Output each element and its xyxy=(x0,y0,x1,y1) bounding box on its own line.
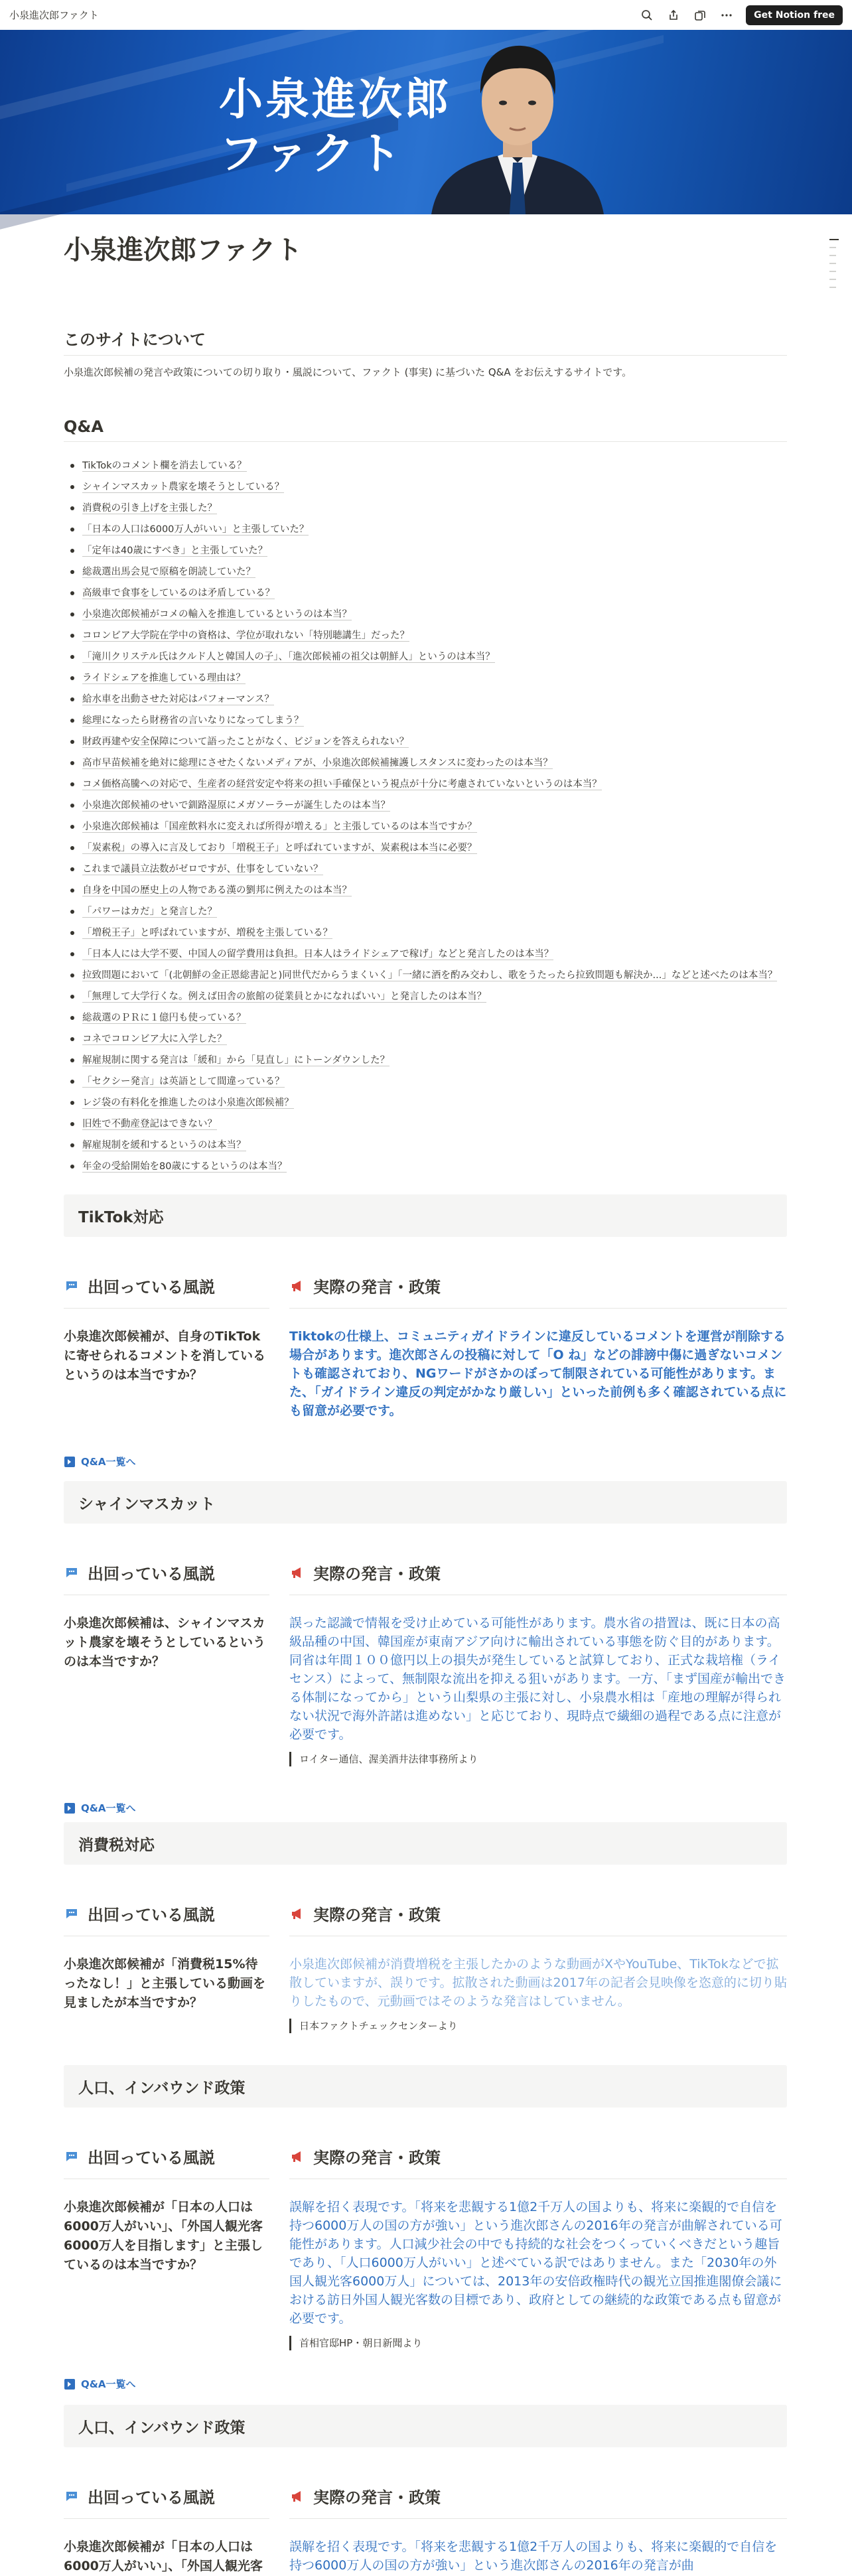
qa-link[interactable]: 解雇規制を緩和するというのは本当？ xyxy=(82,1140,246,1151)
cover-title-line2: ファクト xyxy=(219,128,404,179)
section-heading: シャインマスカット xyxy=(64,1481,787,1524)
speech-bubble-icon xyxy=(64,1278,80,1294)
cover-title xyxy=(219,72,451,181)
megaphone-icon xyxy=(289,2488,305,2504)
qa-link[interactable]: 旧姓で不動産登記はできない？ xyxy=(82,1119,217,1129)
qa-link[interactable]: 自身を中国の歴史上の人物である漢の劉邦に例えたのは本当？ xyxy=(82,885,352,896)
fact-heading xyxy=(289,1561,787,1595)
qa-list-item[interactable] xyxy=(64,944,787,965)
qa-link[interactable]: 総裁選出馬会見で原稿を朗読していた？ xyxy=(82,567,255,577)
section-columns xyxy=(64,1274,787,1420)
source-citation: 日本ファクトチェックセンターより xyxy=(289,2019,787,2033)
qa-list-item[interactable] xyxy=(64,752,787,774)
qa-link[interactable]: TikTokのコメント欄を消去している？ xyxy=(82,461,247,471)
rumor-heading-label: 出回っている風説 xyxy=(88,1906,215,1924)
fact-heading-label: 実際の発言・政策 xyxy=(313,1278,441,1297)
source-citation: 首相官邸HP・朝日新聞より xyxy=(289,2336,787,2350)
speech-bubble-icon xyxy=(64,2488,80,2504)
cover-title-line1: 小泉進次郎 xyxy=(219,74,451,125)
rumor-heading-label: 出回っている風説 xyxy=(88,2488,215,2507)
fact-text: Tiktokの仕様上、コミュニティガイドラインに違反しているコメントを運営が削除する場合があります。進次郎さんの投稿に対して「O ね」などの誹謗中傷に過ぎないコメントも確認されており、NGワードがさかのぼって制限されている可能性があります。また、「ガイドライン違反の判定がかなり厳しい」といった前例も多く確認されている点にも留意が必要です。 xyxy=(289,1329,787,1418)
qa-heading: Q&A xyxy=(64,417,787,442)
back-to-qa-label[interactable]: Q&A一覧へ xyxy=(81,1456,136,1468)
qa-list-item[interactable] xyxy=(64,583,787,604)
arrow-link-icon xyxy=(64,2378,76,2390)
fact-heading xyxy=(289,1274,787,1309)
qa-list-item[interactable] xyxy=(64,901,787,922)
rumor-heading xyxy=(64,2484,269,2519)
qa-list-item[interactable] xyxy=(64,646,787,668)
fact-heading-label: 実際の発言・政策 xyxy=(313,2488,441,2507)
rumor-column xyxy=(64,2484,289,2576)
qa-list-item[interactable] xyxy=(64,689,787,710)
fact-column xyxy=(289,1274,787,1420)
qa-list-item[interactable] xyxy=(64,880,787,901)
section-population-inbound xyxy=(64,2065,787,2391)
rumor-heading-label: 出回っている風説 xyxy=(88,1278,215,1297)
qa-list-item[interactable] xyxy=(64,1071,787,1092)
qa-link[interactable]: レジ袋の有料化を推進したのは小泉進次郎候補？ xyxy=(82,1098,294,1108)
section-columns xyxy=(64,2484,787,2576)
qa-list xyxy=(64,455,787,1177)
qa-list-item[interactable] xyxy=(64,668,787,689)
qa-link[interactable]: 「パワーはカだ」と発言した？ xyxy=(82,906,217,917)
section-heading: 人口、インバウンド政策 xyxy=(64,2405,787,2447)
fact-heading-label: 実際の発言・政策 xyxy=(313,2149,441,2167)
qa-list-item[interactable] xyxy=(64,922,787,944)
page-title: 小泉進次郎ファクト xyxy=(64,235,303,265)
fact-heading xyxy=(289,2484,787,2519)
qa-list-item[interactable] xyxy=(64,731,787,752)
qa-link[interactable]: 「日本人には大学不要、中国人の留学費用は負担。日本人はライドシェアで稼げ」などと発言したのは本当？ xyxy=(82,949,554,960)
section-columns xyxy=(64,1561,787,1766)
fact-text: 誤った認識で情報を受け止めている可能性があります。農水省の措置は、既に日本の高級品種の中国、韓国産が東南アジア向けに輸出されている事態を防ぐ目的があります。 同省は年間１００億円以上の損失が発生していると試算しており、正式な栽培権（ライセンス）によって、無制限な流出を抑える狙いがあります。一方、「まず国産が輸出できる体制になってから」という山梨県の主張に対し、小泉農水相は「産地の理解が得られない状況で海外許諾は進めない」と応じており、現時点で繊細の過程である点に注意が必要です。 xyxy=(289,1616,786,1742)
rumor-heading xyxy=(64,2145,269,2179)
fact-text: 誤解を招く表現です。「将来を悲観する1億2千万人の国よりも、将来に楽観的で自信を持つ6000万人の国の方が強い」という進次郎さんの2016年の発言が曲 xyxy=(289,2540,778,2573)
cover-image xyxy=(0,30,852,214)
qa-list-item[interactable] xyxy=(64,710,787,731)
section-columns xyxy=(64,1902,787,2033)
qa-link[interactable]: 「定年は40歳にすべき」と主張していた？ xyxy=(82,545,268,556)
rumor-heading-label: 出回っている風説 xyxy=(88,2149,215,2167)
qa-list-item[interactable] xyxy=(64,455,787,476)
section-heading: 人口、インバウンド政策 xyxy=(64,2065,787,2108)
rumor-heading-label: 出回っている風説 xyxy=(88,1565,215,1583)
megaphone-icon xyxy=(289,2149,305,2165)
qa-link[interactable]: 総裁選のＰＲに１億円も使っている？ xyxy=(82,1013,246,1023)
table-of-contents-rail[interactable] xyxy=(829,239,839,295)
qa-link[interactable]: シャインマスカット農家を壊そうとしている？ xyxy=(82,482,285,492)
section-columns xyxy=(64,2145,787,2350)
fact-column xyxy=(289,1561,787,1766)
megaphone-icon xyxy=(289,1906,305,1922)
qa-link[interactable]: コメ価格高騰への対応で、生産者の経営安定や将来の担い手確保という視点が十分に考慮されていないというのは本当？ xyxy=(82,779,602,790)
about-section xyxy=(64,326,787,379)
fact-column xyxy=(289,2145,787,2350)
rumor-column xyxy=(64,1561,289,1766)
rumor-heading xyxy=(64,1902,269,1936)
back-to-qa-link[interactable] xyxy=(64,1801,787,1815)
fact-text: 小泉進次郎候補が消費増税を主張したかのような動画がXやYouTube、TikTokなどで拡散していますが、誤りです。拡散された動画は2017年の記者会見映像を恣意的に切り貼りしたもので、元動画ではそのような発言はしていません。 xyxy=(289,1957,787,2009)
qa-list-item[interactable] xyxy=(64,561,787,583)
rumor-claim: 小泉進次郎候補が、自身のTikTokに寄せられるコメントを消しているというのは本当ですか？ xyxy=(64,1329,266,1382)
duplicate-icon[interactable] xyxy=(693,8,707,23)
fact-heading-label: 実際の発言・政策 xyxy=(313,1565,441,1583)
qa-link[interactable]: 「増税王子」と呼ばれていますが、増税を主張している？ xyxy=(82,928,332,938)
section-population-inbound-2 xyxy=(64,2405,787,2576)
back-to-qa-label[interactable]: Q&A一覧へ xyxy=(81,2378,136,2390)
qa-link[interactable]: 「セクシー発言」は英語として間違っている？ xyxy=(82,1076,285,1087)
rumor-claim: 小泉進次郎候補が「日本の人口は6000万人がいい」、「外国人観光客 xyxy=(64,2540,263,2573)
section-tiktok xyxy=(64,1194,787,1468)
qa-link[interactable]: 小泉進次郎候補のせいで釧路湿原にメガソーラーが誕生したのは本当？ xyxy=(82,800,390,811)
qa-link[interactable]: 高級車で食事をしているのは矛盾している？ xyxy=(82,588,275,599)
qa-link[interactable]: 「無理して大学行くな。例えば田舎の旅館の従業員とかになればいい」と発言したのは本当？ xyxy=(82,991,486,1002)
qa-list-item[interactable] xyxy=(64,1113,787,1135)
section-shine-muscat xyxy=(64,1481,787,1815)
qa-link[interactable]: 総理になったら財務省の言いなりになってしまう？ xyxy=(82,715,304,726)
qa-link[interactable]: 財政再建や安全保障について語ったことがなく、ビジョンを答えられない？ xyxy=(82,737,409,747)
back-to-qa-link[interactable] xyxy=(64,2377,787,2391)
qa-list-item[interactable] xyxy=(64,1050,787,1071)
qa-list-item[interactable] xyxy=(64,1135,787,1156)
rumor-claim: 小泉進次郎候補が「消費税15%待ったなし！」と主張している動画を見ましたが本当ですか？ xyxy=(64,1957,266,2010)
qa-link[interactable]: 「滝川クリステル氏はクルド人と韓国人の子」、「進次郎候補の祖父は朝鮮人」というのは本当？ xyxy=(82,652,495,662)
qa-list-item[interactable] xyxy=(64,816,787,837)
qa-link[interactable]: 給水車を出動させた対応はパフォーマンス？ xyxy=(82,694,274,705)
qa-list-item[interactable] xyxy=(64,837,787,859)
qa-link[interactable]: 高市早苗候補を絶対に総理にさせたくないメディアが、小泉進次郎候補擁護しスタンスに変わったのは本当？ xyxy=(82,758,553,768)
arrow-link-icon xyxy=(64,1802,76,1814)
rumor-heading xyxy=(64,1274,269,1309)
rumor-column xyxy=(64,2145,289,2350)
qa-list-item[interactable] xyxy=(64,1156,787,1177)
fact-heading xyxy=(289,1902,787,1936)
breadcrumb-page-title[interactable]: 小泉進次郎ファクト xyxy=(9,9,99,21)
qa-list-item[interactable] xyxy=(64,604,787,625)
qa-section xyxy=(64,417,787,1177)
megaphone-icon xyxy=(289,1565,305,1581)
speech-bubble-icon xyxy=(64,2149,80,2165)
about-heading: このサイトについて xyxy=(64,326,787,356)
qa-list-item[interactable] xyxy=(64,519,787,540)
share-icon[interactable] xyxy=(666,8,681,23)
qa-list-item[interactable] xyxy=(64,774,787,795)
speech-bubble-icon xyxy=(64,1565,80,1581)
section-consumption-tax xyxy=(64,1822,787,2033)
qa-link[interactable]: 「炭素税」の導入に言及しており「増税王子」と呼ばれていますが、炭素税は本当に必要？ xyxy=(82,843,477,853)
qa-list-item[interactable] xyxy=(64,965,787,986)
rumor-claim: 小泉進次郎候補は、シャインマスカット農家を壊そうとしているというのは本当ですか？ xyxy=(64,1616,266,1669)
qa-list-item[interactable] xyxy=(64,476,787,498)
back-to-qa-label[interactable]: Q&A一覧へ xyxy=(81,1802,136,1814)
speech-bubble-icon xyxy=(64,1906,80,1922)
megaphone-icon xyxy=(289,1278,305,1294)
qa-list-item[interactable] xyxy=(64,1092,787,1113)
rumor-column xyxy=(64,1902,289,2033)
rumor-claim: 小泉進次郎候補が「日本の人口は6000万人がいい」、「外国人観光客6000万人を目指します」と主張しているのは本当ですか？ xyxy=(64,2200,263,2272)
arrow-link-icon xyxy=(64,1456,76,1468)
qa-list-item[interactable] xyxy=(64,1029,787,1050)
qa-link[interactable]: 拉致問題において「(北朝鮮の金正恩総書記と)同世代だからうまくいく」「一緒に酒を酌み交わし、歌をうたったら拉致問題も解決か...」などと述べたのは本当？ xyxy=(82,970,778,981)
more-icon[interactable] xyxy=(719,8,734,23)
fact-text: 誤解を招く表現です。「将来を悲観する1億2千万人の国よりも、将来に楽観的で自信を持つ6000万人の国の方が強い」という進次郎さんの2016年の発言が曲解されている可能性があります。人口減少社会の中でも持続的な社会をつくっていくべきだという趣旨であり、「人口6000万人がいい」と述べている訳ではありません。また「2030年の外国人観光客6000万人」については、2013年の安倍政権時代の観光立国推進閣僚会議における訪日外国人観光客数の目標であり、政府としての継続的な政策である点も留意が必要です。 xyxy=(289,2200,782,2326)
qa-list-item[interactable] xyxy=(64,986,787,1007)
qa-link[interactable]: 解雇規制に関する発言は「緩和」から「見直し」にトーンダウンした？ xyxy=(82,1055,390,1066)
qa-list-item[interactable] xyxy=(64,859,787,880)
fact-heading xyxy=(289,2145,787,2179)
qa-list-item[interactable] xyxy=(64,625,787,646)
qa-list-item[interactable] xyxy=(64,795,787,816)
qa-list-item[interactable] xyxy=(64,498,787,519)
portrait-image xyxy=(418,30,617,214)
qa-link[interactable]: 消費税の引き上げを主張した？ xyxy=(82,503,217,514)
qa-list-item[interactable] xyxy=(64,540,787,561)
source-citation: ロイター通信、渥美酒井法律事務所より xyxy=(289,1752,787,1766)
fact-heading-label: 実際の発言・政策 xyxy=(313,1906,441,1924)
rumor-column xyxy=(64,1274,289,1420)
section-heading: TikTok対応 xyxy=(64,1194,787,1237)
fact-column xyxy=(289,2484,787,2576)
fact-column xyxy=(289,1902,787,2033)
qa-link[interactable]: コロンビア大学院在学中の資格は、学位が取れない「特別聴講生」だった？ xyxy=(82,630,409,641)
page-content xyxy=(64,214,787,1177)
rumor-heading xyxy=(64,1561,269,1595)
qa-link[interactable]: 年金の受給開始を80歳にするというのは本当？ xyxy=(82,1161,287,1172)
qa-link[interactable]: ライドシェアを推進している理由は？ xyxy=(82,673,246,683)
qa-link[interactable]: 小泉進次郎候補は「国産飲料水に変えれば所得が増える」と主張しているのは本当ですか？ xyxy=(82,822,477,832)
back-to-qa-link[interactable] xyxy=(64,1455,787,1468)
qa-link[interactable]: 「日本の人口は6000万人がいい」と主張していた？ xyxy=(82,524,309,535)
get-notion-free-button[interactable]: Get Notion free xyxy=(746,5,843,25)
qa-list-item[interactable] xyxy=(64,1007,787,1029)
section-heading: 消費税対応 xyxy=(64,1822,787,1865)
about-text: 小泉進次郎候補の発言や政策についての切り取り・風説について、ファクト (事実) に基づいた Q&A をお伝えするサイトです。 xyxy=(64,366,632,378)
qa-link[interactable]: コネでコロンビア大に入学した？ xyxy=(82,1034,227,1044)
qa-link[interactable]: これまで議員立法数がゼロですが、仕事をしていない？ xyxy=(82,864,323,875)
qa-link[interactable]: 小泉進次郎候補がコメの輸入を推進しているというのは本当？ xyxy=(82,609,352,620)
